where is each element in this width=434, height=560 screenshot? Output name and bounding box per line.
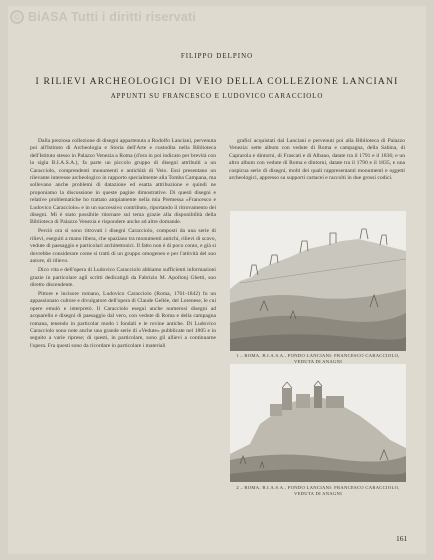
landscape-drawing-1 xyxy=(230,211,406,351)
watermark xyxy=(10,8,240,26)
article-author: FILIPPO DELPINO xyxy=(180,52,254,60)
paragraph: Pittore e incisore romano, Ludovico Caracciolo (Roma, 1761-1842) fu un appassionato cultore e divulgatore dell'opera di Claude Gellée, del Lorenese, le cui opere emulò e interpretò. Il Caracciolo eseguì anche numerosi disegni ad acquarello e disegni di paesaggio dal vero, con vedute di Roma e della campagna romana, tenendo in particolar modo i fondali e le rovine antiche. Di Ludovico Caracciolo sono note anche una grande serie di «Vedute» pubblicate nel 1805 e in seguito a varie riprese; di questi, in particolare, sono gli allievi a continuarne l'opera. Fra questi sono da ricordare in particolare i materiali xyxy=(30,290,216,349)
figure-1-caption: 1 – ROMA, B.I.A.S.A., FONDO LANCIANI: FRANCESCO CARACCIOLO, VEDUTA DI ANAGNI xyxy=(236,353,400,364)
landscape-drawing-2 xyxy=(230,364,406,482)
paragraph: grafici acquistati dal Lanciani e pervenuti poi alla Biblioteca di Palazzo Venezia: sette album con vedute di Roma e campagna, della Sabina, di Caprarola e dintorni, di Frascati e di Albano, datate tra il 1791 e il 1836; e un altro album con vedute di Roma e dintorni, datate tra il 1790 e il 1835, e una cospicua serie di disegni, molti dei quali rappresentanti monumenti e oggetti archeologici, appresso su supporti cartacei e raccolti in due grossi codici. xyxy=(229,138,405,182)
figure-2-caption: 2 – ROMA, B.I.A.S.A., FONDO LANCIANI: FRANCESCO CARACCIOLO, VEDUTA DI ANAGNI xyxy=(236,485,400,496)
figure-1-drawing xyxy=(230,211,406,351)
copyright-icon: © xyxy=(10,10,24,24)
right-text-column xyxy=(229,138,405,208)
page-number: 161 xyxy=(396,534,408,543)
left-text-column xyxy=(30,138,216,538)
figure-2-drawing xyxy=(230,364,406,482)
paragraph: Perciò ora si sono ritrovati i disegni Caracciolo, composti da una serie di rilievi, eseguiti a mano libera, che spaziano tra monumenti antichi, rilievi di scavo, vedute di paesaggio e particolari architettonici. Il fatto non è di poco conto, e già si dovrebbe considerare come si tratti di un gruppo omogeneo e per l'attività del suo autore, di rilievo. xyxy=(30,228,216,265)
paragraph: Dico vita e dell'opera di Ludovico Caracciolo abbiamo sufficienti informazioni grazie in particolare agli scritti dedicatigli da Fabrizio M. Apollonj Ghetti, suo diretto discendente. xyxy=(30,267,216,288)
article-title: I RILIEVI ARCHEOLOGICI DI VEIO DELLA COLLEZIONE LANCIANI xyxy=(35,76,399,87)
document-page xyxy=(8,6,426,554)
article-subtitle: APPUNTI SU FRANCESCO E LUDOVICO CARACCIOLO xyxy=(110,92,324,100)
watermark-text: BiASA Tutti i diritti riservati xyxy=(28,10,197,24)
paragraph: Dalla preziosa collezione di disegni appartenuta a Rodolfo Lanciani, pervenuta poi all'Istituto di Archeologia e Storia dell'Arte e custodita nella Biblioteca dell'Istituto stesso in Palazzo Venezia a Roma (d'ora in poi indicato per brevità con la sigla B.I.A.S.A.), fa parte un piccolo gruppo di disegni attribuiti a un Caracciolo, comprendenti monumenti e antichità di Veio. Essi presentano un rilevante interesse archeologico in rapporto specialmente alla Tomba Campana, ma sollevano anche problemi di datazione ed esatta attribuzione e quindi ne proponiamo la discussione in queste pagine dimostrative. Di questi disegni e relative problematiche ho trattato ampiamente nella mia Premessa «Francesco e Ludovico Caracciolo» e in un successivo contributo, riportando il ritrovamento dei disegni. Mi è stato possibile ritornare sul tema grazie alla disponibilità della Biblioteca di Palazzo Venezia e rispondere anche ad altre domande. xyxy=(30,138,216,226)
